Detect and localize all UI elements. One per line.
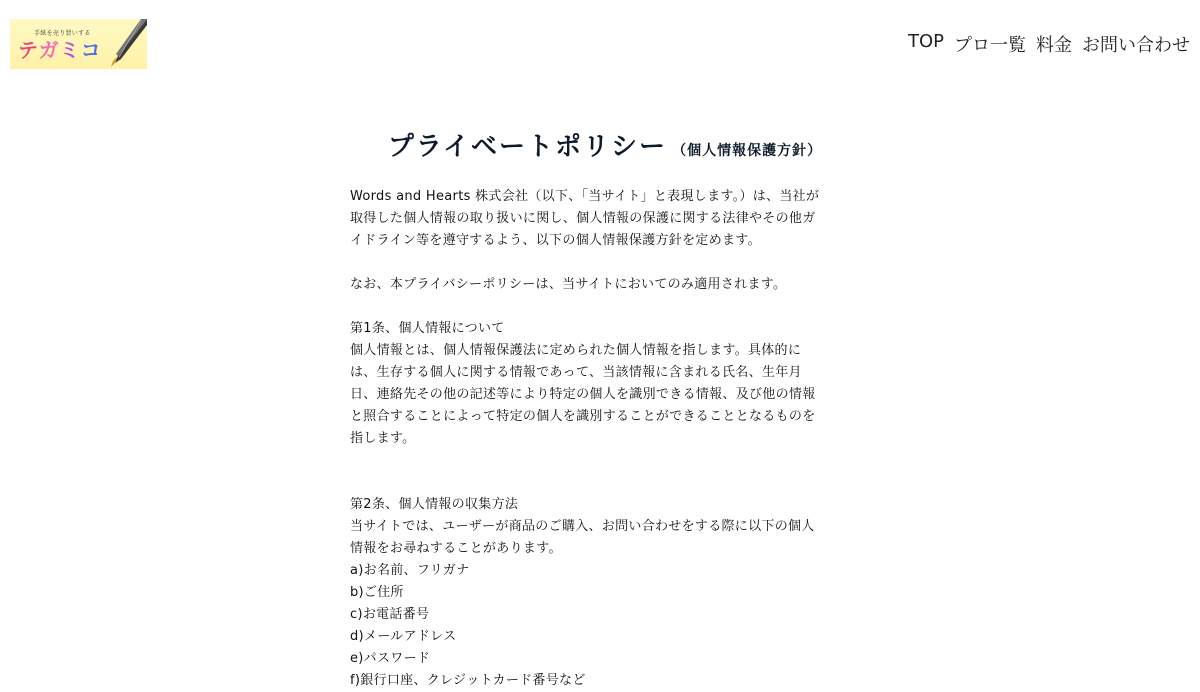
article-2-item: c)お電話番号: [350, 607, 430, 622]
article-1-line: 日、連絡先その他の記述等により特定の個人を識別できる情報、及び他の情報: [350, 387, 816, 402]
site-logo[interactable]: [10, 19, 147, 69]
scope-note: なお、本プライバシーポリシーは、当サイトにおいてのみ適用されます。: [350, 277, 787, 292]
intro-line: Words and Hearts 株式会社（以下、「当サイト」と表現します。）は、当社が: [350, 189, 820, 204]
article-1-heading: 第1条、個人情報について: [350, 321, 505, 336]
nav-item-top[interactable]: TOP: [907, 31, 944, 52]
nav-item-pro-list[interactable]: プロ一覧: [954, 35, 1026, 56]
policy-content: [350, 126, 850, 692]
article-2-item: b)ご住所: [350, 585, 404, 600]
article-1-line: と照合することによって特定の個人を識別することができることとなるものを: [350, 409, 816, 424]
article-1-line: 指します。: [350, 431, 416, 446]
page-subtitle: （個人情報保護方針）: [672, 143, 823, 159]
policy-body: [350, 186, 850, 692]
article-2-line: 情報をお尋ねすることがあります。: [350, 541, 562, 556]
article-2-item: f)銀行口座、クレジットカード番号など: [350, 673, 586, 688]
nav-item-contact[interactable]: お問い合わせ: [1082, 35, 1190, 56]
logo-name: テガミコ: [18, 38, 102, 62]
site-header: [0, 0, 1200, 90]
article-2-line: 当サイトでは、ユーザーが商品のご購入、お問い合わせをする際に以下の個人: [350, 519, 815, 534]
article-2-heading: 第2条、個人情報の収集方法: [350, 497, 519, 512]
fountain-pen-icon: [101, 19, 147, 69]
article-1-line: は、生存する個人に関する情報であって、当該情報に含まれる氏名、生年月: [350, 365, 802, 380]
article-2-item: e)パスワード: [350, 651, 431, 666]
intro-line: 取得した個人情報の取り扱いに関し、個人情報の保護に関する法律やその他ガ: [350, 211, 816, 226]
page-title-row: [360, 126, 850, 166]
page-title: プライベートポリシー: [387, 132, 668, 162]
main-nav: [908, 31, 1190, 57]
article-2-item: a)お名前、フリガナ: [350, 563, 470, 578]
article-1-line: 個人情報とは、個人情報保護法に定められた個人情報を指します。具体的に: [350, 343, 802, 358]
intro-line: イドライン等を遵守するよう、以下の個人情報保護方針を定めます。: [350, 233, 761, 248]
article-2-item: d)メールアドレス: [350, 629, 457, 644]
logo-tagline: 手紙を売り買いする: [34, 30, 91, 37]
nav-item-pricing[interactable]: 料金: [1036, 35, 1072, 56]
